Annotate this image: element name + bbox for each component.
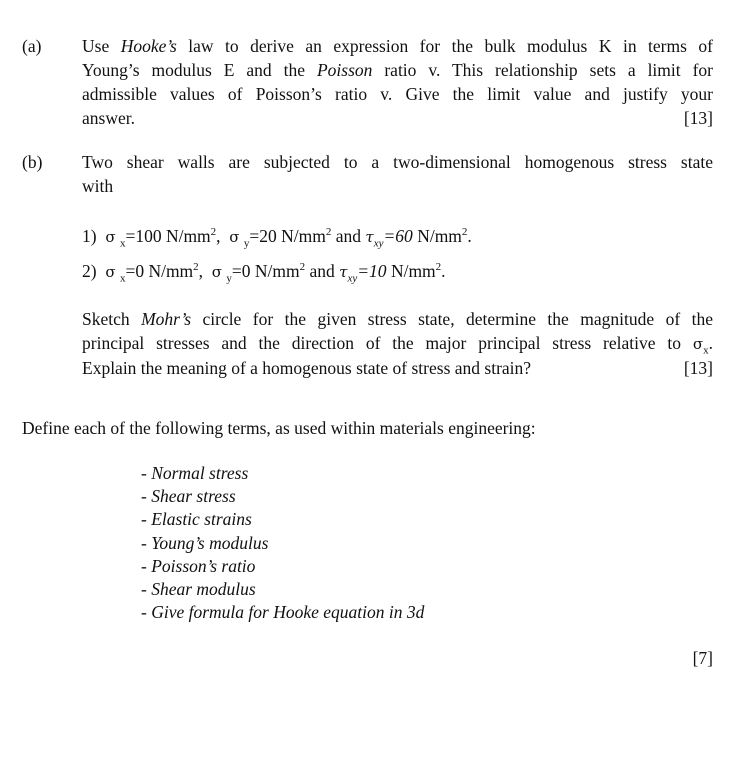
- terms-list: [141, 461, 424, 623]
- case-2-number: 2): [82, 261, 97, 281]
- term-normal-stress: - Normal stress: [141, 463, 249, 483]
- part-b-sketch-question: [82, 307, 713, 380]
- part-a-line-2-pre: Young’s modulus E and the: [82, 60, 317, 80]
- case-2-sigma-x-symbol: σ: [105, 263, 116, 281]
- case-2-xy-subscript: xy: [347, 272, 358, 285]
- case-1-x-subscript: x: [119, 237, 126, 250]
- part-b-line-2-period: .: [708, 333, 713, 353]
- case-2-period: .: [441, 261, 446, 281]
- case-1-y-unit-exponent: 2: [325, 226, 332, 239]
- case-1-separator: ,: [216, 226, 225, 246]
- part-b-sketch-pre: Sketch: [82, 309, 142, 329]
- case-2-tau-unit-exponent: 2: [435, 261, 442, 274]
- part-a-hookes-emphasis: Hooke’s: [120, 36, 177, 56]
- case-1-number: 1): [82, 226, 97, 246]
- part-b-marks: [13]: [683, 358, 713, 378]
- case-1-sigma-y-value: =20 N/mm: [249, 226, 326, 246]
- part-a-line-1-post: law to derive an expression for the bulk modulus K in terms of: [176, 36, 714, 56]
- case-1-y-subscript: y: [243, 237, 250, 250]
- part-b-intro: [82, 150, 713, 198]
- term-poissons-ratio: - Poisson’s ratio: [141, 555, 256, 576]
- case-1-period: .: [467, 226, 472, 246]
- part-b-intro-line-1: Two shear walls are subjected to a two-dimensional homogenous stress state: [82, 152, 713, 172]
- case-2-sigma-y-symbol: σ: [211, 263, 223, 281]
- part-b-intro-line-2: with: [82, 176, 114, 196]
- part-a-line-1: [82, 34, 713, 58]
- part-b-principal-text: principal stresses and the direction of the major principal stress relative to: [82, 333, 693, 353]
- case-1-tau-unit-exponent: 2: [461, 226, 468, 239]
- case-1-sigma-y-symbol: σ: [229, 228, 240, 246]
- stress-case-1: [82, 224, 472, 249]
- case-2-tau-value: =10: [357, 261, 387, 281]
- case-1-tau-symbol: τ: [365, 228, 374, 246]
- case-2-y-unit-exponent: 2: [299, 261, 306, 274]
- part-b-sketch-line-2: [82, 331, 713, 356]
- part-a-line-4: [82, 106, 713, 130]
- part-a-question: [82, 34, 713, 130]
- case-1-tau-unit: N/mm: [412, 226, 462, 246]
- stress-case-2: [82, 259, 446, 284]
- part-b-sketch-line-1: [82, 307, 713, 331]
- part-a-line-2: [82, 58, 713, 82]
- part-a-marks: [13]: [683, 108, 713, 128]
- case-1-sigma-x-value: =100 N/mm: [125, 226, 211, 246]
- case-1-xy-subscript: xy: [373, 237, 384, 250]
- part-b-sketch-post: circle for the given stress state, determine the magnitude of the: [191, 309, 713, 329]
- part-b-sigma-symbol: σ: [692, 335, 704, 353]
- define-heading: Define each of the following terms, as used within materials engineering:: [22, 418, 536, 438]
- part-a-line-3: admissible values of Poisson’s ratio v. Give the limit value and justify your: [82, 84, 713, 104]
- part-b-sketch-line-3: [82, 356, 713, 380]
- part-b-label: (b): [22, 152, 43, 172]
- define-marks: [7]: [692, 648, 713, 668]
- case-1-sigma-x-symbol: σ: [105, 228, 116, 246]
- case-1-tau-value: =60: [383, 226, 413, 246]
- part-a-line-2-post: ratio v. This relationship sets a limit for: [372, 60, 713, 80]
- term-elastic-strains: - Elastic strains: [141, 509, 252, 530]
- part-a-label: (a): [22, 36, 42, 56]
- part-b-sigma-subscript: x: [703, 344, 709, 357]
- part-a-poisson-emphasis: Poisson: [316, 60, 373, 80]
- case-1-and: and: [331, 226, 366, 246]
- case-2-tau-unit: N/mm: [386, 261, 436, 281]
- term-shear-stress: - Shear stress: [141, 486, 236, 507]
- case-2-x-subscript: x: [119, 272, 126, 285]
- case-2-and: and: [305, 261, 340, 281]
- case-2-sigma-x-value: =0 N/mm: [125, 261, 194, 281]
- case-2-sigma-y-value: =0 N/mm: [231, 261, 300, 281]
- case-2-tau-symbol: τ: [339, 263, 348, 281]
- term-shear-modulus: - Shear modulus: [141, 578, 256, 599]
- part-b-mohrs-emphasis: Mohr’s: [141, 309, 192, 329]
- case-2-separator: ,: [198, 261, 208, 281]
- case-2-y-subscript: y: [226, 272, 232, 285]
- part-b-explain-text: Explain the meaning of a homogenous state of stress and strain?: [82, 358, 532, 378]
- case-1-x-unit-exponent: 2: [210, 226, 217, 239]
- part-a-line-1-pre: Use: [82, 36, 121, 56]
- term-hooke-3d-formula: - Give formula for Hooke equation in 3d: [141, 602, 425, 623]
- part-a-answer-text: answer.: [82, 108, 135, 128]
- case-2-x-unit-exponent: 2: [193, 261, 199, 274]
- term-youngs-modulus: - Young’s modulus: [141, 532, 269, 553]
